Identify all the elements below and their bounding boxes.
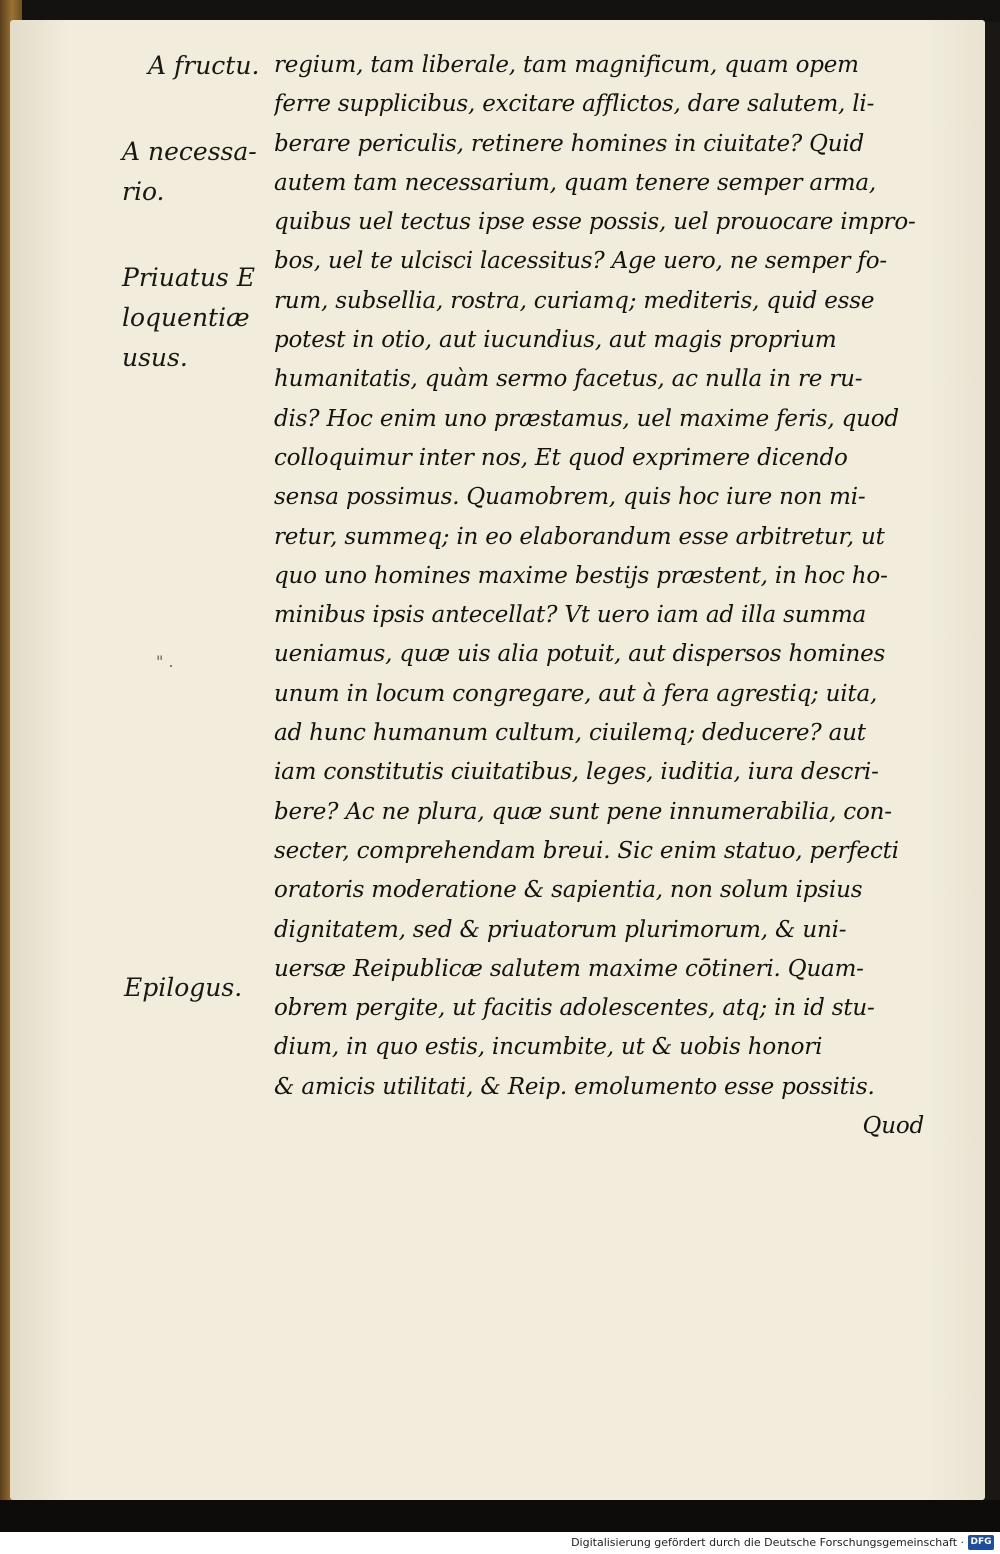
catchword: Quod bbox=[862, 1113, 924, 1140]
text-line: dis? Hoc enim uno præstamus, uel maxime feris, quod bbox=[274, 405, 899, 432]
text-line: ueniamus, quæ uis alia potuit, aut dispersos homines bbox=[274, 641, 886, 668]
footer-credit: Digitalisierung gefördert durch die Deutsche Forschungsgemeinschaft · bbox=[571, 1536, 964, 1549]
text-line: uersæ Reipublicæ salutem maxime cōtineri. Quam- bbox=[274, 955, 864, 982]
text-line: secter, comprehendam breui. Sic enim statuo, perfecti bbox=[274, 837, 899, 864]
text-line: colloquimur inter nos, Et quod exprimere dicendo bbox=[274, 444, 848, 471]
text-line: unum in locum congregare, aut à fera agrestiq; uita, bbox=[274, 680, 878, 707]
dfg-logo-icon: DFG bbox=[968, 1535, 994, 1550]
text-line: humanitatis, quàm sermo facetus, ac nulla in re ru- bbox=[274, 366, 863, 393]
text-line: rum, subsellia, rostra, curiamq; mediteris, quid esse bbox=[274, 287, 875, 314]
margin-note-necessario: A necessa- rio. bbox=[122, 137, 257, 206]
text-line: obrem pergite, ut facitis adolescentes, atq; in id stu- bbox=[274, 995, 875, 1022]
text-line: berare periculis, retinere homines in ciuitate? Quid bbox=[274, 130, 865, 157]
text-line: regium, tam liberale, tam magnificum, quam opem bbox=[274, 52, 859, 78]
margin-specks: " . bbox=[156, 652, 174, 671]
text-line: iam constitutis ciuitatibus, leges, iuditia, iura descri- bbox=[274, 759, 879, 786]
margin-note-fructu: A fructu. bbox=[148, 51, 260, 80]
text-line: sensa possimus. Quamobrem, quis hoc iure non mi- bbox=[274, 484, 866, 511]
text-line: potest in otio, aut iucundius, aut magis proprium bbox=[274, 327, 837, 354]
text-line: quibus uel tectus ipse esse possis, uel prouocare impro- bbox=[274, 209, 916, 236]
margin-note-epilogus: Epilogus. bbox=[124, 973, 243, 1002]
text-line: bere? Ac ne plura, quæ sunt pene innumerabilia, con- bbox=[274, 798, 892, 825]
top-scan-edge bbox=[0, 0, 1000, 22]
margin-note-privatus: Priuatus E loquentiæ usus. bbox=[122, 263, 255, 372]
text-line: ad hunc humanum cultum, ciuilemq; deducere? aut bbox=[274, 720, 866, 747]
text-line: retur, summeq; in eo elaborandum esse arbitretur, ut bbox=[274, 523, 885, 550]
text-line: minibus ipsis antecellat? Vt uero iam ad illa summa bbox=[274, 602, 867, 629]
body-text bbox=[274, 46, 924, 1146]
text-line: dium, in quo estis, incumbite, ut & uobis honori bbox=[274, 1034, 823, 1061]
text-line: dignitatem, sed & priuatorum plurimorum, & uni- bbox=[274, 916, 847, 943]
text-line: & amicis utilitati, & Reip. emolumento esse possitis. bbox=[274, 1073, 875, 1100]
footer-bar bbox=[0, 1532, 1000, 1554]
text-line: oratoris moderatione & sapientia, non solum ipsius bbox=[274, 877, 863, 904]
text-line: quo uno homines maxime bestijs præstent, in hoc ho- bbox=[274, 562, 888, 589]
text-line: autem tam necessarium, quam tenere semper arma, bbox=[274, 169, 876, 196]
text-line: ferre supplicibus, excitare afflictos, dare salutem, li- bbox=[274, 91, 875, 118]
text-line: bos, uel te ulcisci lacessitus? Age uero, ne semper fo- bbox=[274, 248, 887, 275]
bottom-scan-edge bbox=[0, 1500, 1000, 1532]
